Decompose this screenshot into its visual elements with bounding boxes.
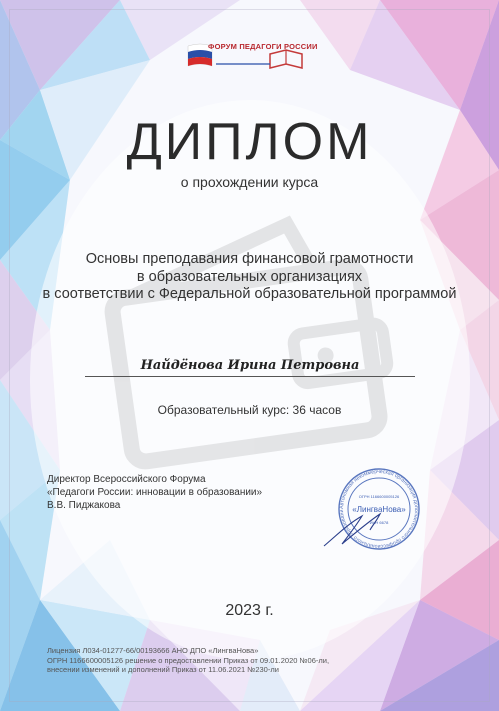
signature-line: «Педагоги России: инновации в образовании»	[47, 487, 263, 498]
logo-text: ФОРУМ ПЕДАГОГИ РОССИИ	[208, 42, 318, 51]
license-line: внесении изменений и дополнений Приказ от 11.06.2021 №230-ли	[47, 665, 279, 674]
license-line: Лицензия Л034-01277-66/00193666 АНО ДПО «ЛингваНова»	[47, 646, 259, 655]
diploma-year: 2023 г.	[225, 602, 274, 619]
recipient-name: Найдёнова Ирина Петровна	[140, 358, 360, 373]
logo	[186, 40, 318, 72]
signature-line: В.В. Пиджакова	[47, 500, 121, 511]
round-seal-stamp	[318, 464, 428, 554]
stamp-inn: ИНН 6678	[369, 520, 389, 525]
signature-block	[47, 473, 262, 512]
signature-line: Директор Всероссийского Форума	[47, 474, 206, 485]
stamp-outer-text: Автономная некоммерческая организация дополнительного профессионального образовани	[338, 468, 420, 550]
diploma-subtitle: о прохождении курса	[180, 174, 319, 190]
course-line: Основы преподавания финансовой грамотности	[85, 251, 414, 267]
course-name	[0, 251, 499, 304]
course-line: в образовательных организациях	[136, 268, 363, 285]
diploma-title: ДИПЛОМ	[126, 113, 373, 171]
license-line: ОГРН 1166600005126 решение о предоставлении Приказ от 09.01.2020 №06-ли,	[47, 655, 330, 665]
course-line: в соответствии с Федеральной образовательной программой	[42, 286, 457, 302]
course-hours: Образовательный курс: 36 часов	[157, 403, 342, 417]
stamp-center-text: «ЛингваНова»	[352, 505, 406, 514]
license-info	[47, 646, 329, 675]
handwritten-signature	[324, 514, 380, 546]
name-underline	[85, 376, 415, 377]
stamp-ogrn: ОГРН 1166600005126	[358, 494, 400, 499]
